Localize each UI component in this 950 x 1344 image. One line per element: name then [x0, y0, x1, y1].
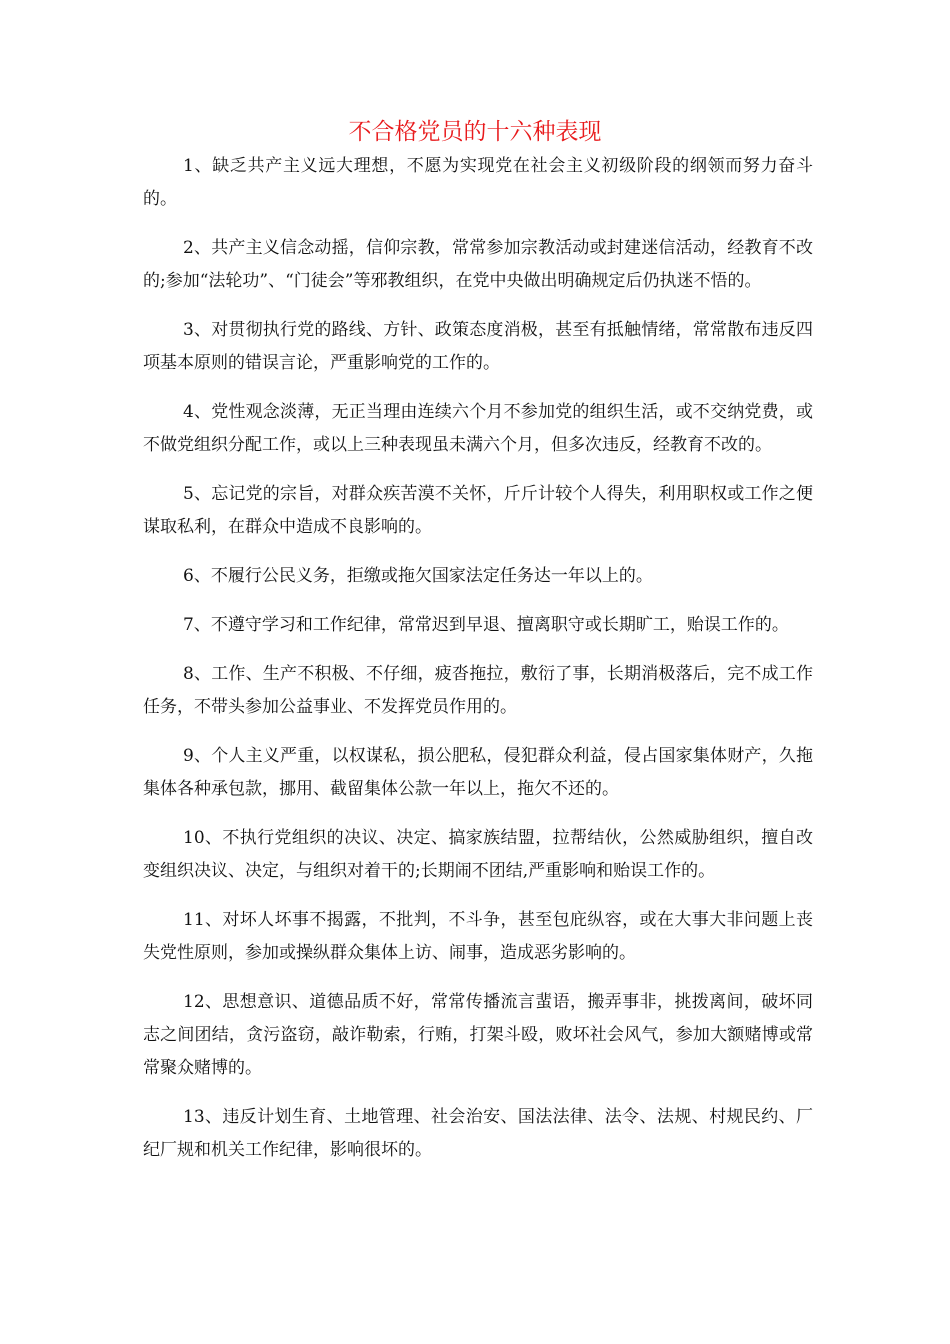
paragraph-11: 11、对坏人坏事不揭露，不批判，不斗争，甚至包庇纵容，或在大事大非问题上丧失党性原则，参加或操纵群众集体上访、闹事，造成恶劣影响的。 — [143, 910, 813, 963]
paragraph-12: 12、思想意识、道德品质不好，常常传播流言蜚语，搬弄事非，挑拨离间，破坏同志之间团结，贪污盗窃，敲诈勒索，行贿，打架斗殴，败坏社会风气，参加大额赌博或常常聚众赌博的。 — [143, 992, 813, 1078]
paragraph-9: 9、个人主义严重，以权谋私，损公肥私，侵犯群众利益，侵占国家集体财产，久拖集体各种承包款，挪用、截留集体公款一年以上，拖欠不还的。 — [143, 746, 813, 799]
paragraph-3: 3、对贯彻执行党的路线、方针、政策态度消极，甚至有抵触情绪，常常散布违反四项基本原则的错误言论，严重影响党的工作的。 — [143, 320, 813, 373]
paragraph-7: 7、不遵守学习和工作纪律，常常迟到早退、擅离职守或长期旷工，贻误工作的。 — [183, 615, 789, 635]
paragraph-1: 1、缺乏共产主义远大理想，不愿为实现党在社会主义初级阶段的纲领而努力奋斗的。 — [143, 156, 813, 209]
paragraph-13: 13、违反计划生育、土地管理、社会治安、国法法律、法令、法规、村规民约、厂纪厂规和机关工作纪律，影响很坏的。 — [143, 1107, 813, 1160]
paragraph-2: 2、共产主义信念动摇，信仰宗教，常常参加宗教活动或封建迷信活动，经教育不改的;参加“法轮功”、“门徒会”等邪教组织，在党中央做出明确规定后仍执迷不悟的。 — [143, 238, 813, 291]
paragraph-10: 10、不执行党组织的决议、决定、搞家族结盟，拉帮结伙，公然威胁组织，擅自改变组织决议、决定，与组织对着干的;长期闹不团结,严重影响和贻误工作的。 — [143, 828, 813, 881]
document-body — [143, 150, 813, 1183]
paragraph-4: 4、党性观念淡薄，无正当理由连续六个月不参加党的组织生活，或不交纳党费，或不做党组织分配工作，或以上三种表现虽未满六个月，但多次违反，经教育不改的。 — [143, 402, 813, 455]
document-title: 不合格党员的十六种表现 — [348, 119, 602, 145]
paragraph-8: 8、工作、生产不积极、不仔细，疲沓拖拉，敷衍了事，长期消极落后，完不成工作任务，不带头参加公益事业、不发挥党员作用的。 — [143, 664, 813, 717]
paragraph-5: 5、忘记党的宗旨，对群众疾苦漠不关怀，斤斤计较个人得失，利用职权或工作之便谋取私利，在群众中造成不良影响的。 — [143, 484, 813, 537]
paragraph-6: 6、不履行公民义务，拒缴或拖欠国家法定任务达一年以上的。 — [183, 566, 653, 586]
